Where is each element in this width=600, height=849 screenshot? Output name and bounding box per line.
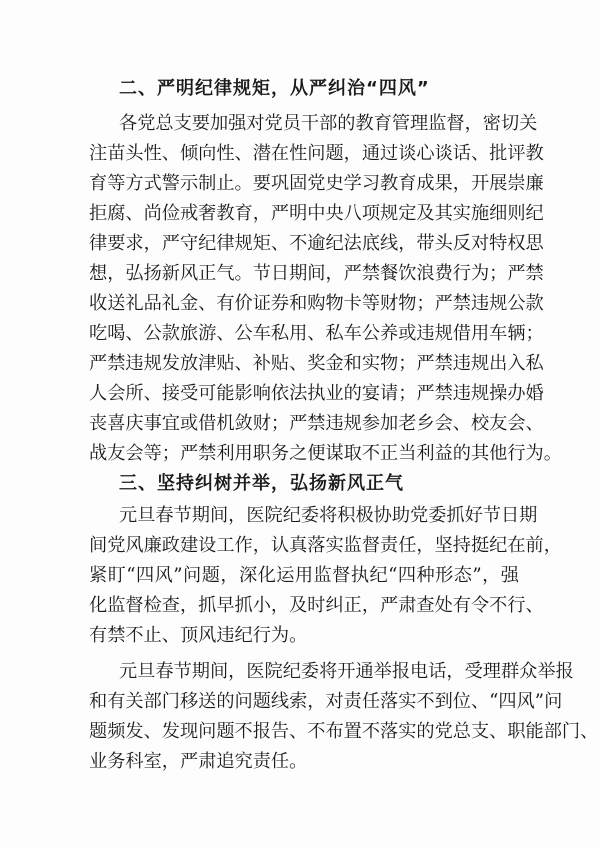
paragraph-line: 和有关部门移送的问题线索，对责任落实不到位、“四风”问 bbox=[89, 691, 563, 712]
paragraph-line: 收送礼品礼金、有价证券和购物卡等财物；严禁违规公款 bbox=[89, 293, 544, 314]
section-heading: 三、坚持纠树并举，弘扬新风正气 bbox=[119, 473, 404, 494]
paragraph-line: 间党风廉政建设工作，认真落实监督责任，坚持挺纪在前， bbox=[89, 535, 562, 556]
paragraph-line: 题频发、发现问题不报告、不布置不落实的党总支、职能部门、 bbox=[89, 721, 599, 742]
paragraph-line: 律要求，严守纪律规矩、不逾纪法底线，带头反对特权思 bbox=[89, 233, 544, 254]
paragraph-line: 业务科室，严肃追究责任。 bbox=[89, 751, 308, 772]
paragraph-line: 人会所、接受可能影响依法执业的宴请；严禁违规操办婚 bbox=[89, 383, 544, 404]
paragraph-line: 想，弘扬新风正气。节日期间，严禁餐饮浪费行为；严禁 bbox=[89, 263, 544, 284]
paragraph-line: 化监督检查，抓早抓小，及时纠正，严肃查处有令不行、 bbox=[89, 595, 544, 616]
paragraph-line: 拒腐、尚俭戒奢教育，严明中央八项规定及其实施细则纪 bbox=[89, 203, 544, 224]
paragraph-line: 元旦春节期间，医院纪委将积极协助党委抓好节日期 bbox=[119, 505, 538, 526]
paragraph-line: 紧盯“四风”问题，深化运用监督执纪“四种形态”，强 bbox=[89, 565, 519, 586]
paragraph-line: 元旦春节期间，医院纪委将开通举报电话，受理群众举报 bbox=[119, 661, 574, 682]
paragraph-line: 严禁违规发放津贴、补贴、奖金和实物；严禁违规出入私 bbox=[89, 353, 544, 374]
paragraph-line: 吃喝、公款旅游、公车私用、私车公养或违规借用车辆； bbox=[89, 323, 544, 344]
paragraph-line: 战友会等；严禁利用职务之便谋取不正当利益的其他行为。 bbox=[89, 443, 562, 464]
section-heading: 二、严明纪律规矩，从严纠治“四风” bbox=[119, 78, 430, 99]
paragraph-line: 各党总支要加强对党员干部的教育管理监督，密切关 bbox=[119, 113, 538, 134]
paragraph-line: 丧喜庆事宜或借机敛财；严禁违规参加老乡会、校友会、 bbox=[89, 413, 544, 434]
paragraph-line: 有禁不止、顶风违纪行为。 bbox=[89, 625, 308, 646]
paragraph-line: 注苗头性、倾向性、潜在性问题，通过谈心谈话、批评教 bbox=[89, 143, 544, 164]
paragraph-line: 育等方式警示制止。要巩固党史学习教育成果，开展崇廉 bbox=[89, 173, 544, 194]
